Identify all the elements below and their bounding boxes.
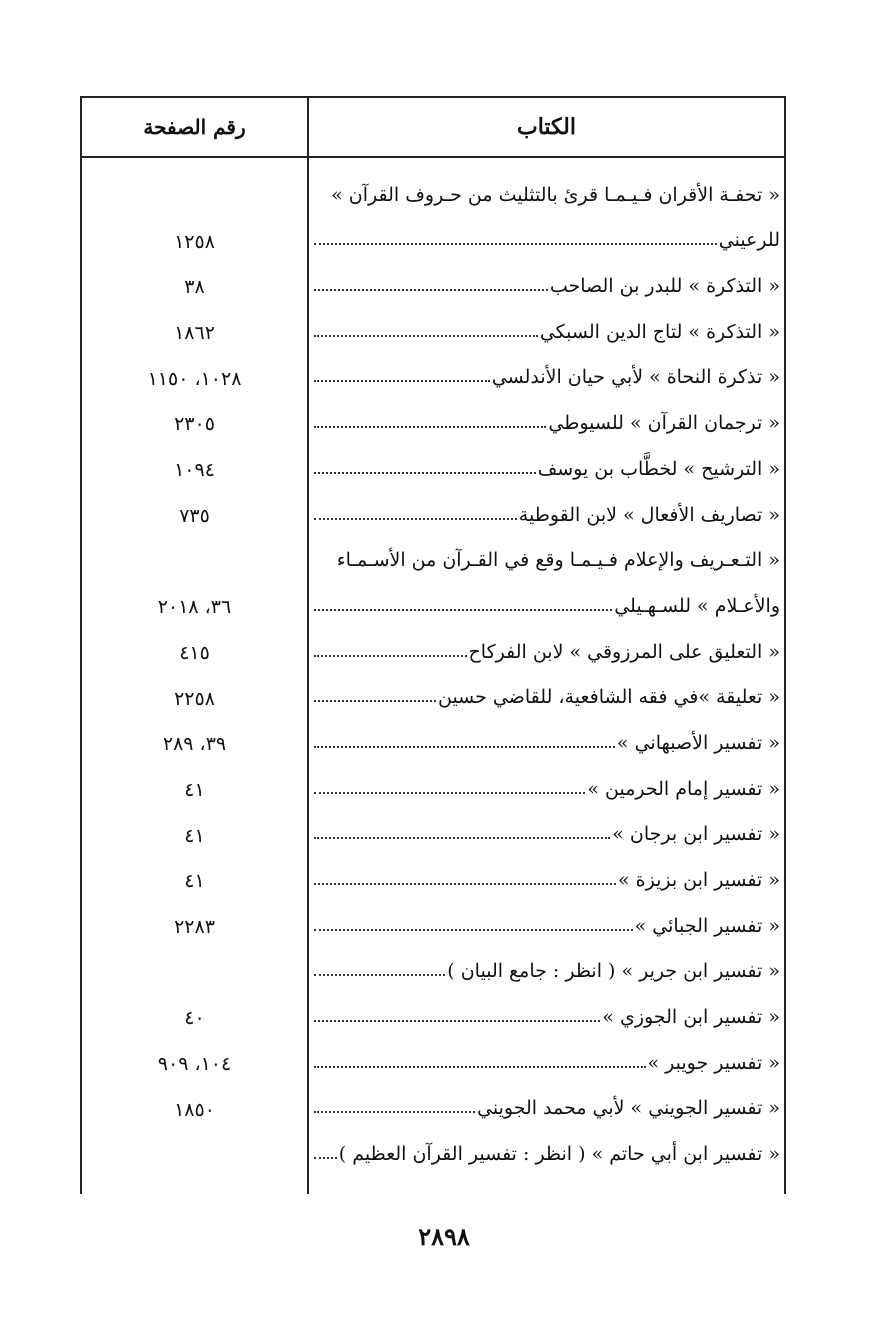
dot-leader <box>314 929 633 931</box>
book-title: « تفسير الجبائي » <box>634 914 780 937</box>
table-row <box>82 581 784 627</box>
book-title: « تحفـة الأقران فـيـمـا قرئ بالتثليث من حـروف القرآن » <box>331 183 780 206</box>
dot-leader <box>314 472 536 474</box>
book-title: « التذكرة » لتاج الدين السبكي <box>539 320 780 343</box>
dot-leader <box>314 655 467 657</box>
book-title-cell <box>314 947 780 993</box>
book-title-cell <box>314 1129 780 1175</box>
page-reference: ١٠٢٨، ١١٥٠ <box>147 367 242 390</box>
page-reference: ٣٦، ٢٠١٨ <box>157 596 232 619</box>
table-row <box>82 307 784 353</box>
book-title: « الترشيح » لخطَّاب بن يوسف <box>537 457 780 480</box>
book-title-cell <box>314 1038 780 1084</box>
header-book-column: الكتاب <box>516 114 577 140</box>
dot-leader <box>314 792 585 794</box>
table-body <box>82 170 784 1175</box>
page-reference <box>82 1129 307 1175</box>
dot-leader <box>314 1111 475 1113</box>
page-reference: ١٠٩٤ <box>174 459 215 482</box>
table-row <box>82 536 784 582</box>
page-reference: ٢٢٥٨ <box>174 687 215 710</box>
dot-leader <box>314 974 445 976</box>
page-reference <box>82 947 307 993</box>
book-title-cell <box>314 718 780 764</box>
book-title: « التعليق على المرزوقي » لابن الفركاح <box>468 640 780 663</box>
dot-leader <box>314 700 436 702</box>
book-title: « تفسير ابن الجوزي » <box>602 1006 780 1029</box>
book-title-cell <box>314 855 780 901</box>
book-title: « تذكرة النحاة » لأبي حيان الأندلسي <box>491 366 780 389</box>
dot-leader <box>314 289 548 291</box>
book-title-cell <box>314 353 780 399</box>
book-title-cell <box>314 307 780 353</box>
table-row <box>82 1129 784 1175</box>
table-row <box>82 764 784 810</box>
book-title-cell <box>314 444 780 490</box>
book-title-cell <box>314 627 780 673</box>
book-title-cell <box>314 170 780 216</box>
book-title-cell <box>314 673 780 719</box>
table-row <box>82 992 784 1038</box>
dot-leader <box>314 746 615 748</box>
table-row <box>82 855 784 901</box>
index-table <box>80 96 786 1194</box>
page-reference: ٤١٥ <box>179 641 210 664</box>
book-title: « ترجمان القرآن » للسيوطي <box>548 412 780 435</box>
page-reference: ١٨٦٢ <box>174 322 215 345</box>
page-reference: ٣٨ <box>184 276 205 299</box>
page-reference: ٤١ <box>184 824 205 847</box>
book-title: « تفسير الجويني » لأبي محمد الجويني <box>477 1097 780 1120</box>
table-header <box>82 98 784 158</box>
book-title-cell <box>314 992 780 1038</box>
page-reference: ٢٣٠٥ <box>174 413 215 436</box>
table-row <box>82 170 784 216</box>
dot-leader <box>314 883 616 885</box>
book-title: « تفسير جويبر » <box>647 1051 780 1074</box>
page-reference: ٢٢٨٣ <box>174 916 215 938</box>
table-row <box>82 718 784 764</box>
table-row <box>82 216 784 262</box>
book-title: « تفسير ابن بزيزة » <box>617 869 780 891</box>
book-title: « تفسير إمام الحرمين » <box>587 777 780 800</box>
book-title-cell <box>314 536 780 582</box>
book-title-cell <box>314 810 780 856</box>
book-title: للرعيني <box>718 229 780 252</box>
book-title-cell <box>314 261 780 307</box>
book-title: « تفسير ابن برجان » <box>612 823 780 846</box>
header-page-column: رقم الصفحة <box>143 115 246 139</box>
page-reference <box>82 536 307 582</box>
dot-leader <box>314 837 610 839</box>
dot-leader <box>314 243 717 245</box>
page-reference: ٣٩، ٢٨٩ <box>162 733 227 756</box>
table-row <box>82 353 784 399</box>
table-row <box>82 490 784 536</box>
page-reference <box>82 170 307 216</box>
dot-leader <box>314 426 546 428</box>
book-title-cell <box>314 398 780 444</box>
book-title: « التـعـريف والإعلام فـيـمـا وقع في القـرآن من الأسـمـاء <box>336 549 780 572</box>
page-reference: ٤١ <box>184 778 205 801</box>
book-title-cell <box>314 581 780 627</box>
dot-leader <box>314 380 490 382</box>
page-reference: ١٢٥٨ <box>174 230 215 253</box>
table-row <box>82 627 784 673</box>
page-reference: ٧٣٥ <box>179 504 210 527</box>
page-reference: ٤٠ <box>184 1007 205 1030</box>
page-reference: ٤١ <box>184 870 205 893</box>
book-title-cell <box>314 216 780 262</box>
book-title: والأعـلام » للسـهـيلي <box>614 594 780 617</box>
dot-leader <box>314 1020 600 1022</box>
book-title: « تصاريف الأفعال » لابن القوطية <box>518 503 780 526</box>
book-title-cell <box>314 764 780 810</box>
table-row <box>82 673 784 719</box>
book-title: « تفسير ابن أبي حاتم » ( انظر : تفسير القرآن العظيم ) <box>338 1143 780 1166</box>
book-title-cell <box>314 1084 780 1130</box>
page-reference: ١٨٥٠ <box>174 1098 215 1121</box>
dot-leader <box>314 1066 646 1068</box>
table-row <box>82 398 784 444</box>
dot-leader <box>314 609 612 611</box>
table-row <box>82 810 784 856</box>
page-number: ٢٨٩٨ <box>418 1222 470 1251</box>
dot-leader <box>314 1157 337 1159</box>
book-title: « التذكرة » للبدر بن الصاحب <box>549 275 780 298</box>
table-row <box>82 444 784 490</box>
dot-leader <box>314 335 538 337</box>
table-row <box>82 1038 784 1084</box>
book-title-cell <box>314 901 780 947</box>
table-row <box>82 261 784 307</box>
book-title: « تفسير الأصبهاني » <box>616 731 780 754</box>
table-row <box>82 901 784 947</box>
table-row <box>82 1084 784 1130</box>
book-title: « تفسير ابن جرير » ( انظر : جامع البيان ) <box>447 960 780 983</box>
table-row <box>82 947 784 993</box>
dot-leader <box>314 518 517 520</box>
book-title: « تعليقة »في فقه الشافعية، للقاضي حسين <box>437 686 780 709</box>
book-title-cell <box>314 490 780 536</box>
page-reference: ١٠٤، ٩٠٩ <box>157 1053 232 1076</box>
